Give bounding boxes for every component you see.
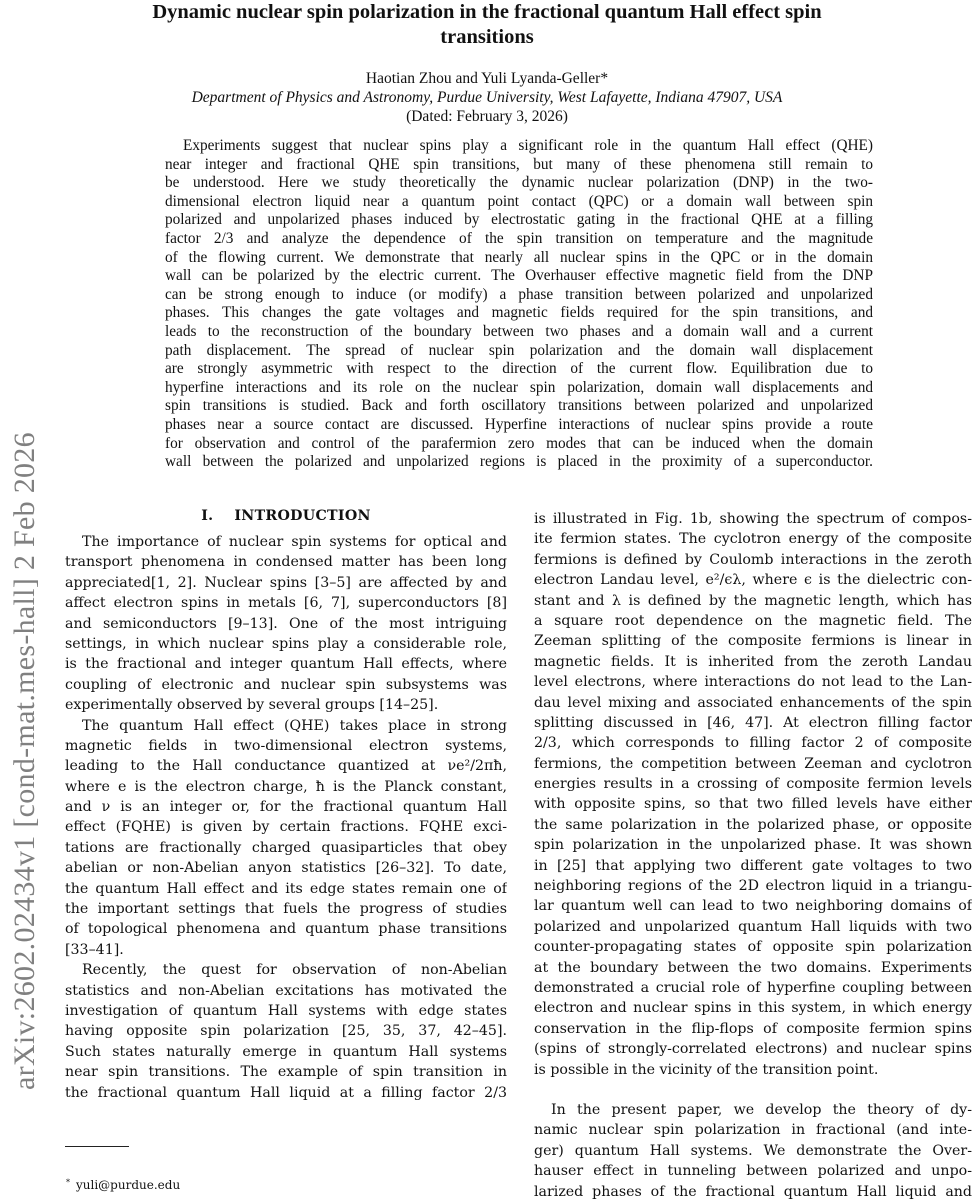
abstract-line: are strongly asymmetric with respect to the direction of the current flow. Equilibration due to xyxy=(165,360,873,378)
body-line: is possible in the vicinity of the transition point. xyxy=(534,1061,879,1078)
body-line: appreciated[1, 2]. Nuclear spins [3–5] are affected by and xyxy=(65,574,507,591)
body-line: The quantum Hall effect (QHE) takes place in strong xyxy=(82,717,507,734)
abstract-line: of the flowing current. We demonstrate that nearly all nuclear spins in the QPC or in the domain xyxy=(165,248,873,266)
footnote-marker: * xyxy=(66,1178,70,1187)
abstract-line: Experiments suggest that nuclear spins play a significant role in the quantum Hall effect (QHE) xyxy=(183,137,873,154)
body-line: the important settings that fuels the progress of studies xyxy=(65,901,507,918)
body-line: where e is the electron charge, ħ is the Planck constant, xyxy=(65,778,507,795)
arxiv-stamp[interactable]: arXiv:2602.02434v1 [cond-mat.mes-hall] 2 Feb 2026 xyxy=(8,432,41,1090)
body-line: 2/3, which corresponds to filling factor 2 of composite xyxy=(534,735,972,752)
abstract-line: be understood. Here we study theoretically the dynamic nuclear polarization (DNP) in the two- xyxy=(165,174,873,192)
section-title: INTRODUCTION xyxy=(234,508,371,524)
body-line: neighboring regions of the 2D electron liquid in a triangu- xyxy=(534,878,972,895)
body-line: splitting discussed in [46, 47]. At electron filling factor xyxy=(534,714,972,731)
body-line: counter-propagating states of opposite spin polarization xyxy=(534,939,972,956)
body-line: fermions, the competition between Zeeman and cyclotron xyxy=(534,755,972,772)
body-line: spin polarization in the unpolarized phase. It was shown xyxy=(534,837,972,854)
right-column xyxy=(534,509,972,1202)
body-line: is the fractional and integer quantum Hall effects, where xyxy=(65,656,507,673)
body-line: larized phases of the fractional quantum Hall liquid and xyxy=(534,1183,972,1200)
body-line: level electrons, where interactions do not lead to the Lan- xyxy=(534,674,972,691)
date-line: (Dated: February 3, 2026) xyxy=(406,108,568,125)
body-line: the same polarization in the polarized phase, or opposite xyxy=(534,816,972,833)
abstract-line: phases near a source contact are discussed. Hyperfine interactions of nuclear spins provide a route xyxy=(165,415,873,433)
paragraph-gap xyxy=(534,1080,972,1100)
footnote-email[interactable]: yuli@purdue.edu xyxy=(76,1178,181,1192)
body-line: energies results in a crossing of composite fermion levels xyxy=(534,776,972,793)
body-line: hauser effect in tunneling between polarized and unpo- xyxy=(534,1163,972,1180)
body-line: namic nuclear spin polarization in fractional (and inte- xyxy=(534,1122,972,1139)
abstract-line: wall can be polarized by the electric current. The Overhauser effective magnetic field from the DNP xyxy=(165,267,873,285)
body-line: investigation of quantum Hall systems with edge states xyxy=(65,1002,507,1019)
body-line: leading to the Hall conductance quantized at νe²/2πħ, xyxy=(65,758,507,775)
body-line: experimentally observed by several groups [14–25]. xyxy=(65,697,439,714)
body-line: demonstrated a crucial role of hyperfine coupling between xyxy=(534,979,972,996)
body-line: Zeeman splitting of the composite fermions is linear in xyxy=(534,633,972,650)
body-line: magnetic fields. It is inherited from the zeroth Landau xyxy=(534,653,972,670)
body-line: ger) quantum Hall systems. We demonstrate the Over- xyxy=(534,1142,972,1159)
body-line: and ν is an integer or, for the fractional quantum Hall xyxy=(65,799,507,816)
body-line: the quantum Hall effect and its edge states remain one of xyxy=(65,880,507,897)
body-line: in [25] that applying two different gate voltages to two xyxy=(534,857,972,874)
abstract-line: spin transitions is studied. Back and forth oscillatory transitions between polarized and unpolarized xyxy=(165,397,873,415)
abstract xyxy=(165,137,873,472)
body-line: with opposite spins, so that two filled levels have either xyxy=(534,796,972,813)
abstract-line: for observation and control of the parafermion zero modes that can be induced when the domain xyxy=(165,434,873,452)
body-line: at the boundary between the two domains. Experiments xyxy=(534,959,972,976)
body-line: and semiconductors [9–13]. One of the most intriguing xyxy=(65,615,507,632)
body-line: stant and λ is defined by the magnetic length, which has xyxy=(534,592,972,609)
body-line: affect electron spins in metals [6, 7], superconductors [8] xyxy=(65,595,507,612)
section-heading xyxy=(65,508,507,524)
abstract-line: path displacement. The spread of nuclear spin polarization and the domain wall displacement xyxy=(165,341,873,359)
body-line: [33–41]. xyxy=(65,941,124,958)
left-column xyxy=(65,532,507,1103)
body-line: having opposite spin polarization [25, 35, 37, 42–45]. xyxy=(65,1023,507,1040)
footnote-rule xyxy=(65,1146,129,1147)
body-line: of topological phenomena and quantum phase transitions xyxy=(65,921,507,938)
body-line: effect (FQHE) is given by certain fractions. FQHE exci- xyxy=(65,819,507,836)
body-line: Such states naturally emerge in quantum Hall systems xyxy=(65,1043,507,1060)
abstract-line: can be strong enough to induce (or modify) a phase transition between polarized and unpolarized xyxy=(165,285,873,303)
body-line: coupling of electronic and nuclear spin subsystems was xyxy=(65,676,507,693)
abstract-line: factor 2/3 and analyze the dependence of the spin transition on temperature and the magnitude xyxy=(165,229,873,247)
abstract-line: dimensional electron liquid near a quantum point contact (QPC) or a domain wall between spin xyxy=(165,192,873,210)
footnote xyxy=(66,1178,180,1192)
body-line: (spins of strongly-correlated electrons) and nuclear spins xyxy=(534,1041,972,1058)
body-line: conservation in the flip-flops of composite fermion spins xyxy=(534,1020,972,1037)
body-line: tations are fractionally charged quasiparticles that obey xyxy=(65,839,507,856)
body-line: transport phenomena in condensed matter has been long xyxy=(65,554,507,571)
body-line: electron and nuclear spins in this system, in which energy xyxy=(534,1000,972,1017)
body-line: near spin transitions. The example of spin transition in xyxy=(65,1064,507,1081)
abstract-line: polarized and unpolarized phases induced by electrostatic gating in the fractional QHE at a filling xyxy=(165,211,873,229)
abstract-line: near integer and fractional QHE spin transitions, but many of these phenomena still remain to xyxy=(165,155,873,173)
affiliation: Department of Physics and Astronomy, Purdue University, West Lafayette, Indiana 47907, USA xyxy=(191,89,783,106)
body-line: statistics and non-Abelian excitations has motivated the xyxy=(65,982,507,999)
title-line-2: transitions xyxy=(440,26,534,48)
body-line: settings, in which nuclear spins play a considerable role, xyxy=(65,635,507,652)
body-line: is illustrated in Fig. 1b, showing the spectrum of compos- xyxy=(534,511,972,527)
body-line: ite fermion states. The cyclotron energy of the composite xyxy=(534,531,972,548)
abstract-line: hyperfine interactions and its role on the nuclear spin polarization, domain wall displacements and xyxy=(165,378,873,396)
section-number: I. xyxy=(201,508,214,524)
authors: Haotian Zhou and Yuli Lyanda-Geller* xyxy=(365,70,609,87)
abstract-line: phases. This changes the gate voltages and magnetic fields required for the spin transitions, and xyxy=(165,304,873,322)
title-line-1: Dynamic nuclear spin polarization in the fractional quantum Hall effect spin xyxy=(152,1,822,23)
paper-title xyxy=(0,0,974,50)
body-line: abelian or non-Abelian anyon statistics [26–32]. To date, xyxy=(65,860,507,877)
body-line: polarized and unpolarized quantum Hall liquids with two xyxy=(534,918,972,935)
body-line: dau level mixing and associated enhancements of the spin xyxy=(534,694,972,711)
body-line: lar quantum well can lead to two neighboring domains of xyxy=(534,898,972,915)
abstract-line: leads to the reconstruction of the boundary between two phases and a domain wall and a current xyxy=(165,322,873,340)
body-line: fermions is defined by Coulomb interactions in the zeroth xyxy=(534,551,972,568)
body-line: The importance of nuclear spin systems for optical and xyxy=(82,534,507,550)
body-line: In the present paper, we develop the theory of dy- xyxy=(551,1101,972,1118)
body-line: electron Landau level, e²/ϵλ, where ϵ is the dielectric con- xyxy=(534,572,972,589)
body-line: magnetic fields in two-dimensional electron systems, xyxy=(65,737,507,754)
body-line: the fractional quantum Hall liquid at a filling factor 2/3 xyxy=(65,1084,507,1101)
abstract-line: wall between the polarized and unpolarized regions is placed in the proximity of a superconductor. xyxy=(165,453,873,471)
body-line: a square root dependence on the magnetic field. The xyxy=(534,612,972,629)
body-line: Recently, the quest for observation of non-Abelian xyxy=(82,962,507,979)
